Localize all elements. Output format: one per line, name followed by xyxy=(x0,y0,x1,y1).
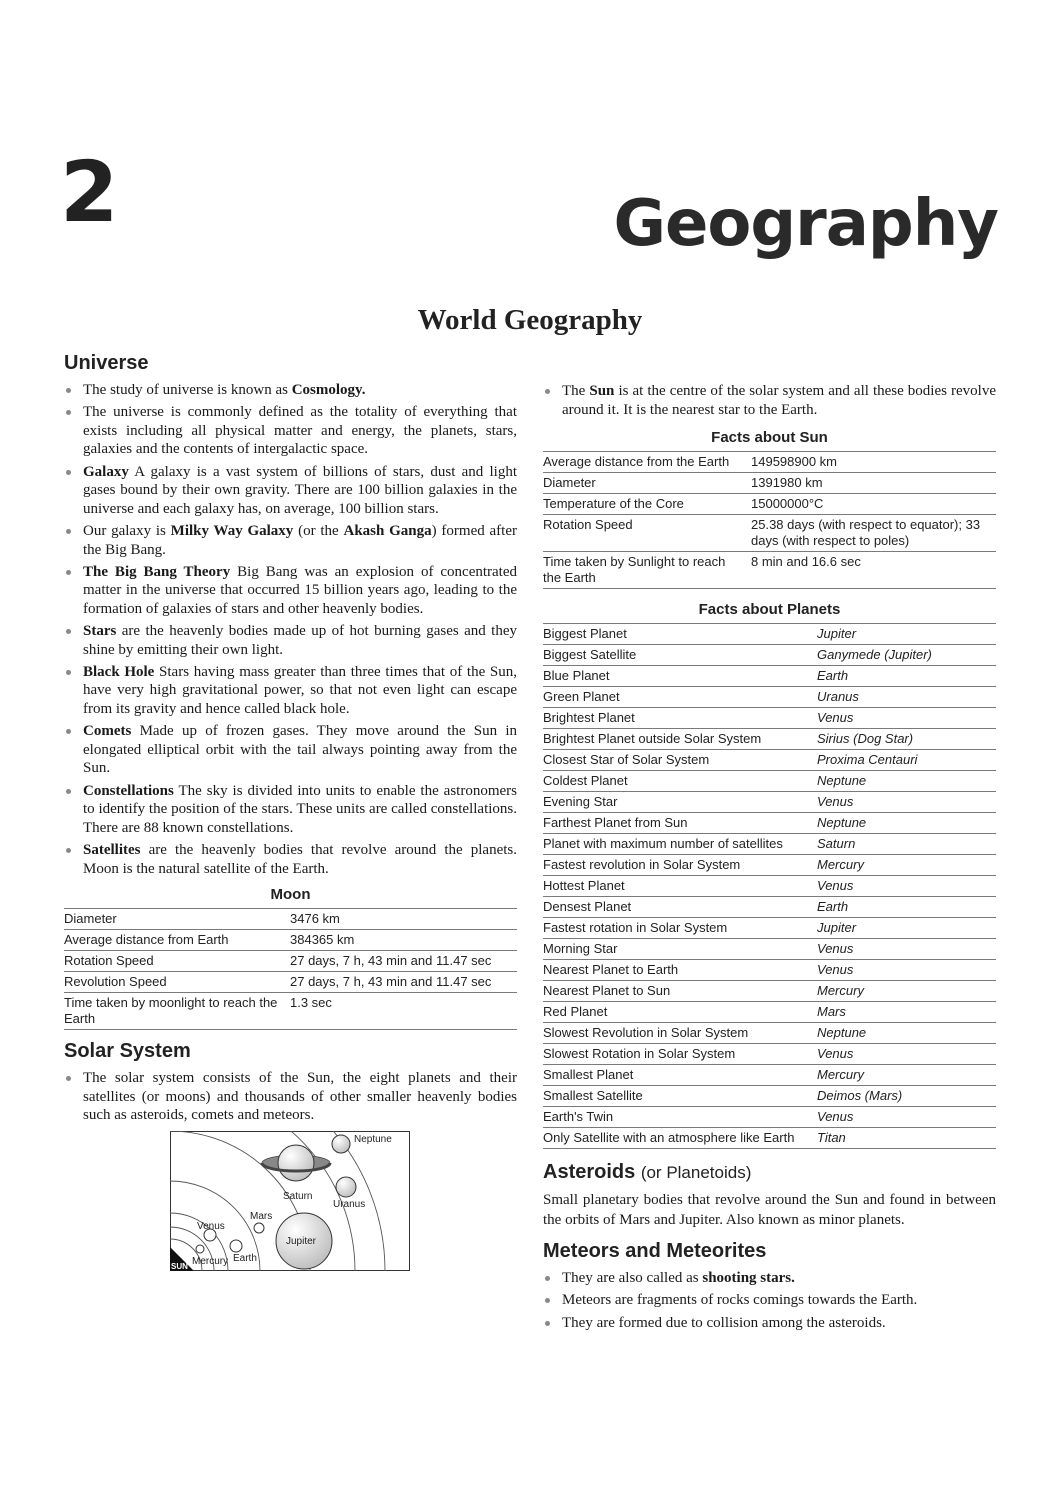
list-item xyxy=(64,622,517,659)
item-text: The solar system consists of the Sun, the eight planets and their satellites (or moons) and thousands of other smaller heavenly bodies such as asteroids, comets and meteors. xyxy=(83,1070,517,1124)
item-text: The sky is divided into units to enable the astronomers to identify the position of the stars. These units are called constellations. There are 88 known constellations. xyxy=(83,782,517,836)
list-item xyxy=(64,463,517,519)
mars-label: Mars xyxy=(250,1210,273,1222)
table-label-cell: Fastest rotation in Solar System xyxy=(543,918,817,939)
list-item xyxy=(64,782,517,838)
table-label-cell: Biggest Planet xyxy=(543,624,817,645)
sun-label: SUN xyxy=(171,1261,188,1271)
sun-intro-item xyxy=(543,382,996,419)
table-value-cell: Uranus xyxy=(817,687,996,708)
table-label-cell: Revolution Speed xyxy=(64,972,290,993)
item-text: They are also called as xyxy=(562,1270,703,1287)
item-text: The study of universe is known as xyxy=(83,382,292,398)
list-item xyxy=(64,403,517,459)
table-row xyxy=(64,993,517,1030)
table-row xyxy=(543,981,996,1002)
table-row xyxy=(543,1128,996,1149)
table-value-cell: 25.38 days (with respect to equator); 33 days (with respect to poles) xyxy=(751,515,996,552)
universe-list xyxy=(64,381,517,878)
list-item xyxy=(543,1291,996,1310)
table-value-cell: 8 min and 16.6 sec xyxy=(751,552,996,589)
mercury-label: Mercury xyxy=(192,1255,229,1267)
table-label-cell: Morning Star xyxy=(543,939,817,960)
mars-planet xyxy=(254,1223,264,1233)
table-value-cell: Venus xyxy=(817,1107,996,1128)
table-label-cell: Time taken by Sunlight to reach the Earth xyxy=(543,552,751,589)
table-value-cell: 149598900 km xyxy=(751,452,996,473)
jupiter-label: Jupiter xyxy=(286,1235,317,1247)
sun-intro-pre: The xyxy=(562,383,590,399)
list-item xyxy=(64,522,517,559)
table-row xyxy=(543,960,996,981)
table-row xyxy=(543,494,996,515)
table-value-cell: Mercury xyxy=(817,855,996,876)
table-label-cell: Only Satellite with an atmosphere like Earth xyxy=(543,1128,817,1149)
table-value-cell: Mercury xyxy=(817,981,996,1002)
table-value-cell: Earth xyxy=(817,666,996,687)
table-row xyxy=(543,771,996,792)
table-label-cell: Coldest Planet xyxy=(543,771,817,792)
bold-term: Galaxy xyxy=(83,463,129,480)
list-item xyxy=(64,722,517,778)
table-label-cell: Brightest Planet outside Solar System xyxy=(543,729,817,750)
sun-intro-post: is at the centre of the solar system and all these bodies revolve around it. It is the nearest star to the Earth. xyxy=(562,383,996,418)
table-value-cell: 3476 km xyxy=(290,909,517,930)
table-value-cell: Proxima Centauri xyxy=(817,750,996,771)
table-row xyxy=(543,708,996,729)
table-label-cell: Average distance from the Earth xyxy=(543,452,751,473)
table-value-cell: Deimos (Mars) xyxy=(817,1086,996,1107)
sun-intro-list xyxy=(543,382,996,419)
saturn-planet xyxy=(278,1145,314,1181)
table-value-cell: Titan xyxy=(817,1128,996,1149)
table-value-cell: Neptune xyxy=(817,771,996,792)
table-label-cell: Green Planet xyxy=(543,687,817,708)
table-value-cell: Jupiter xyxy=(817,624,996,645)
list-item xyxy=(64,563,517,619)
table-row xyxy=(543,939,996,960)
universe-heading: Universe xyxy=(64,352,149,374)
table-row xyxy=(543,1065,996,1086)
table-label-cell: Nearest Planet to Sun xyxy=(543,981,817,1002)
table-row xyxy=(543,897,996,918)
table-row xyxy=(543,624,996,645)
moon-table xyxy=(64,908,517,1030)
list-item xyxy=(543,1269,996,1288)
table-value-cell: Mercury xyxy=(817,1065,996,1086)
chapter-title: Geography xyxy=(613,187,998,261)
table-value-cell: Ganymede (Jupiter) xyxy=(817,645,996,666)
table-row xyxy=(543,666,996,687)
list-item xyxy=(64,1069,517,1125)
table-row xyxy=(64,951,517,972)
table-label-cell: Rotation Speed xyxy=(543,515,751,552)
right-column xyxy=(543,382,996,1336)
table-row xyxy=(543,552,996,589)
chapter-number: 2 xyxy=(60,143,117,241)
asteroids-heading xyxy=(543,1161,996,1184)
mercury-planet xyxy=(196,1245,204,1253)
table-label-cell: Closest Star of Solar System xyxy=(543,750,817,771)
table-value-cell: Neptune xyxy=(817,813,996,834)
table-row xyxy=(543,645,996,666)
item-text: They are formed due to collision among the asteroids. xyxy=(562,1314,886,1331)
bold-term: shooting stars. xyxy=(702,1270,795,1287)
meteors-list xyxy=(543,1269,996,1332)
meteors-heading: Meteors and Meteorites xyxy=(543,1240,767,1263)
table-row xyxy=(543,918,996,939)
item-text: A galaxy is a vast system of billions of stars, dust and light gases bound by their own gravity. There are 100 billion galaxies in the universe and each galaxy has, on average, 100 billion stars. xyxy=(83,463,517,517)
table-row xyxy=(543,515,996,552)
list-item xyxy=(543,1314,996,1333)
table-label-cell: Brightest Planet xyxy=(543,708,817,729)
earth-planet xyxy=(230,1240,242,1252)
bold-term: The Big Bang Theory xyxy=(83,563,231,580)
table-label-cell: Evening Star xyxy=(543,792,817,813)
table-label-cell: Nearest Planet to Earth xyxy=(543,960,817,981)
table-row xyxy=(543,452,996,473)
table-row xyxy=(543,792,996,813)
bold-term: Cosmology. xyxy=(291,382,366,398)
item-text: are the heavenly bodies made up of hot burning gases and they shine by emitting their own light. xyxy=(83,623,517,658)
table-row xyxy=(64,930,517,951)
table-row xyxy=(543,750,996,771)
table-label-cell: Planet with maximum number of satellites xyxy=(543,834,817,855)
bold-term: Comets xyxy=(83,723,132,740)
table-row xyxy=(543,473,996,494)
asteroids-text: Small planetary bodies that revolve around the Sun and found in between the orbits of Mars and Jupiter. Also known as minor planets. xyxy=(543,1192,996,1229)
item-text: Our galaxy is xyxy=(83,522,171,539)
bold-term: Stars xyxy=(83,623,117,640)
table-label-cell: Slowest Revolution in Solar System xyxy=(543,1023,817,1044)
item-text: Stars having mass greater than three times that of the Sun, have very high gravitational power, so that not even light can escape from its gravity and hence called black hole. xyxy=(83,663,517,718)
section-title: World Geography xyxy=(417,304,643,336)
table-row xyxy=(543,1002,996,1023)
table-label-cell: Slowest Rotation in Solar System xyxy=(543,1044,817,1065)
table-row xyxy=(543,876,996,897)
table-value-cell: Neptune xyxy=(817,1023,996,1044)
table-value-cell: Venus xyxy=(817,960,996,981)
bold-term: Satellites xyxy=(83,842,141,858)
uranus-planet xyxy=(336,1177,356,1197)
table-row xyxy=(543,1044,996,1065)
table-row xyxy=(543,855,996,876)
table-value-cell: 27 days, 7 h, 43 min and 11.47 sec xyxy=(290,951,517,972)
planet-facts-table xyxy=(543,623,996,1149)
table-label-cell: Time taken by moonlight to reach the Earth xyxy=(64,993,290,1030)
table-value-cell: 15000000°C xyxy=(751,494,996,515)
sun-facts-table xyxy=(543,451,996,589)
uranus-label: Uranus xyxy=(333,1198,366,1210)
table-value-cell: Venus xyxy=(817,1044,996,1065)
item-text: Meteors are fragments of rocks comings towards the Earth. xyxy=(562,1292,918,1309)
table-value-cell: Saturn xyxy=(817,834,996,855)
table-value-cell: 1.3 sec xyxy=(290,993,517,1030)
solar-system-list xyxy=(64,1069,517,1125)
table-label-cell: Red Planet xyxy=(543,1002,817,1023)
table-row xyxy=(543,1107,996,1128)
table-value-cell: Venus xyxy=(817,792,996,813)
table-value-cell: Jupiter xyxy=(817,918,996,939)
sun-facts-title: Facts about Sun xyxy=(711,429,828,447)
moon-table-title: Moon xyxy=(270,886,311,904)
left-column xyxy=(64,352,517,1276)
neptune-label: Neptune xyxy=(354,1133,392,1145)
table-value-cell: Sirius (Dog Star) xyxy=(817,729,996,750)
asteroids-heading-paren: (or Planetoids) xyxy=(640,1163,752,1183)
item-text: Made up of frozen gases. They move around the Sun in elongated elliptical orbit with the tail always pointing away from the Sun. xyxy=(83,723,517,777)
saturn-label: Saturn xyxy=(283,1190,313,1202)
table-value-cell: 1391980 km xyxy=(751,473,996,494)
table-row xyxy=(543,813,996,834)
table-label-cell: Farthest Planet from Sun xyxy=(543,813,817,834)
item-text: ) formed after the Big Bang. xyxy=(83,522,517,558)
table-row xyxy=(64,972,517,993)
table-row xyxy=(543,1023,996,1044)
list-item xyxy=(64,381,517,400)
table-label-cell: Diameter xyxy=(543,473,751,494)
table-value-cell: Earth xyxy=(817,897,996,918)
table-label-cell: Biggest Satellite xyxy=(543,645,817,666)
neptune-planet xyxy=(332,1135,350,1153)
table-label-cell: Hottest Planet xyxy=(543,876,817,897)
item-text: Big Bang was an explosion of concentrated matter in the universe that occurred 15 billion years ago, leading to the formation of galaxies of stars and other heavenly bodies. xyxy=(83,563,518,617)
item-text: (or the xyxy=(293,522,344,539)
solar-system-heading: Solar System xyxy=(64,1040,191,1063)
planet-facts-title: Facts about Planets xyxy=(698,601,841,619)
table-value-cell: Venus xyxy=(817,708,996,729)
list-item xyxy=(64,663,517,719)
table-row xyxy=(543,834,996,855)
table-label-cell: Smallest Satellite xyxy=(543,1086,817,1107)
bold-term: Black Hole xyxy=(83,663,155,680)
table-label-cell: Diameter xyxy=(64,909,290,930)
table-label-cell: Temperature of the Core xyxy=(543,494,751,515)
table-label-cell: Fastest revolution in Solar System xyxy=(543,855,817,876)
table-value-cell: Venus xyxy=(817,876,996,897)
item-text: The universe is commonly defined as the totality of everything that exists including all physical matter and energy, the planets, stars, galaxies and the contents of intergalactic space. xyxy=(83,404,517,458)
solar-system-diagram-svg xyxy=(170,1131,410,1271)
asteroids-heading-text: Asteroids xyxy=(543,1161,636,1184)
table-row xyxy=(543,729,996,750)
table-row xyxy=(64,909,517,930)
earth-label: Earth xyxy=(233,1252,257,1264)
table-value-cell: Mars xyxy=(817,1002,996,1023)
table-label-cell: Blue Planet xyxy=(543,666,817,687)
bold-term: Akash Ganga xyxy=(343,522,432,539)
list-item xyxy=(64,841,517,878)
table-label-cell: Densest Planet xyxy=(543,897,817,918)
sun-intro-term: Sun xyxy=(589,383,615,399)
table-value-cell: 384365 km xyxy=(290,930,517,951)
venus-label: Venus xyxy=(197,1220,225,1232)
table-value-cell: Venus xyxy=(817,939,996,960)
item-text: are the heavenly bodies that revolve around the planets. Moon is the natural satellite of the Earth. xyxy=(83,842,517,877)
table-value-cell: 27 days, 7 h, 43 min and 11.47 sec xyxy=(290,972,517,993)
bold-term: Milky Way Galaxy xyxy=(170,522,294,539)
table-label-cell: Smallest Planet xyxy=(543,1065,817,1086)
table-label-cell: Average distance from Earth xyxy=(64,930,290,951)
table-label-cell: Earth's Twin xyxy=(543,1107,817,1128)
bold-term: Constellations xyxy=(83,782,174,799)
table-row xyxy=(543,1086,996,1107)
solar-system-diagram xyxy=(170,1131,517,1276)
table-label-cell: Rotation Speed xyxy=(64,951,290,972)
table-row xyxy=(543,687,996,708)
